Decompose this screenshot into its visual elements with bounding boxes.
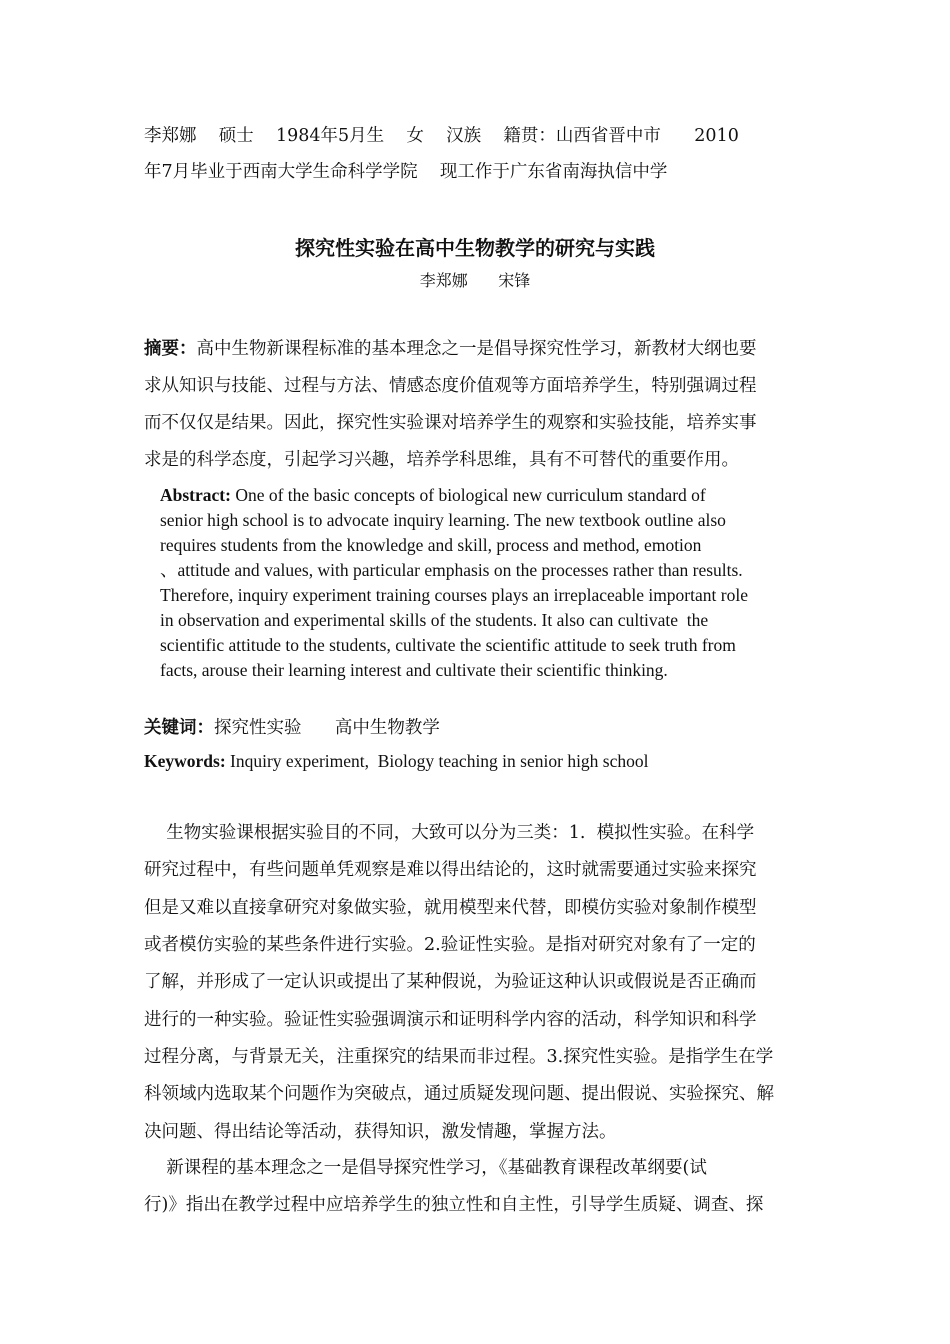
abstract-en-label: Abstract: (160, 485, 231, 505)
keywords-en-label: Keywords: (144, 751, 226, 771)
abstract-en-line-1 (160, 483, 706, 507)
body-line-6: 进行的一种实验。验证性实验强调演示和证明科学内容的活动，科学知识和科学 (144, 1010, 757, 1030)
abstract-cn-line-3: 而不仅仅是结果。因此，探究性实验课对培养学生的观察和实验技能，培养实事 (144, 413, 757, 433)
keywords-cn-label: 关键词： (144, 718, 214, 738)
abstract-cn-text: 高中生物新课程标准的基本理念之一是倡导探究性学习，新教材大纲也要 (196, 339, 757, 359)
bio-line-1: 李郑娜 硕士 1984年5月生 女 汉族 籍贯：山西省晋中市 2010 (144, 126, 739, 146)
body-line-11: 行)》指出在教学过程中应培养学生的独立性和自主性，引导学生质疑、调查、探 (144, 1195, 764, 1215)
abstract-en-line-7: scientific attitude to the students, cultivate the scientific attitude to seek truth from (160, 635, 736, 655)
body-line-7: 过程分离，与背景无关，注重探究的结果而非过程。3.探究性实验。是指学生在学 (144, 1047, 774, 1067)
keywords-cn (144, 716, 440, 740)
keywords-cn-text: 探究性实验 高中生物教学 (214, 718, 440, 738)
keywords-en-text: Inquiry experiment, Biology teaching in senior high school (225, 751, 649, 771)
abstract-cn-label: 摘要： (144, 339, 197, 359)
abstract-cn-line-1 (144, 337, 757, 361)
abstract-en-line-3: requires students from the knowledge and skill, process and method, emotion (160, 535, 702, 555)
body-line-1: 生物实验课根据实验目的不同，大致可以分为三类：1. 模拟性实验。在科学 (144, 823, 755, 843)
abstract-en-line-4: 、attitude and values, with particular emphasis on the processes rather than results. (160, 560, 743, 580)
abstract-en-line-2: senior high school is to advocate inquiry learning. The new textbook outline also (160, 510, 726, 530)
keywords-en (144, 751, 649, 772)
abstract-en-text: One of the basic concepts of biological new curriculum standard of (230, 485, 706, 505)
body-line-4: 或者模仿实验的某些条件进行实验。2.验证性实验。是指对研究对象有了一定的 (144, 935, 756, 955)
body-line-5: 了解，并形成了一定认识或提出了某种假说，为验证这种认识或假说是否正确而 (144, 972, 757, 992)
body-line-9: 决问题、得出结论等活动，获得知识，激发情趣，掌握方法。 (144, 1122, 617, 1142)
paper-title: 探究性实验在高中生物教学的研究与实践 (295, 236, 655, 260)
abstract-en-line-8: facts, arouse their learning interest and cultivate their scientific thinking. (160, 660, 668, 680)
body-line-2: 研究过程中，有些问题单凭观察是难以得出结论的，这时就需要通过实验来探究 (144, 860, 757, 880)
bio-line-2: 年7月毕业于西南大学生命科学学院 现工作于广东省南海执信中学 (144, 162, 668, 182)
abstract-en-line-5: Therefore, inquiry experiment training courses plays an irreplaceable important role (160, 585, 748, 605)
body-line-10: 新课程的基本理念之一是倡导探究性学习，《基础教育课程改革纲要(试 (144, 1158, 707, 1178)
paper-authors: 李郑娜 宋锋 (419, 271, 531, 290)
body-line-8: 科领域内选取某个问题作为突破点，通过质疑发现问题、提出假说、实验探究、解 (144, 1084, 774, 1104)
body-line-3: 但是又难以直接拿研究对象做实验，就用模型来代替，即模仿实验对象制作模型 (144, 898, 757, 918)
abstract-cn-line-2: 求从知识与技能、过程与方法、情感态度价值观等方面培养学生，特别强调过程 (144, 376, 757, 396)
abstract-en-line-6: in observation and experimental skills of the students. It also can cultivate the (160, 610, 709, 630)
abstract-cn-line-4: 求是的科学态度，引起学习兴趣，培养学科思维，具有不可替代的重要作用。 (144, 450, 739, 470)
